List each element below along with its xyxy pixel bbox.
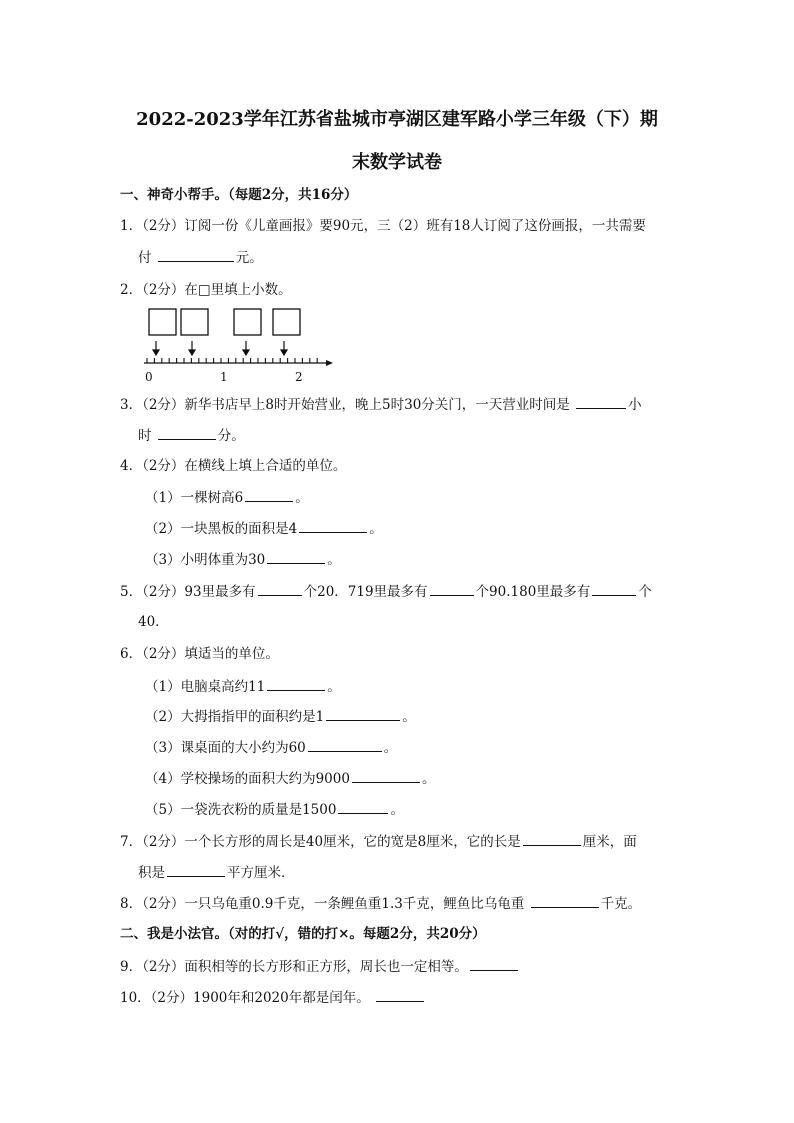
number-line-figure (136, 305, 336, 387)
question-6-sub5: （5）一袋洗衣粉的质量是1500 。 (145, 802, 404, 818)
question-6-sub2: （2）大拇指指甲的面积约是1 。 (145, 709, 416, 725)
question-3-line2: 时 分。 (138, 428, 245, 444)
answer-blank[interactable] (258, 582, 302, 596)
question-7-line2: 积是 平方厘米． (138, 865, 295, 881)
answer-blank[interactable] (430, 582, 474, 596)
exam-title-line2: 末数学试卷 (352, 152, 442, 173)
tick-label-0: 0 (145, 370, 153, 384)
answer-blank[interactable] (308, 738, 382, 752)
answer-box-4[interactable] (273, 309, 300, 335)
answer-blank[interactable] (267, 677, 325, 691)
answer-blank[interactable] (531, 894, 599, 908)
answer-blank[interactable] (523, 832, 581, 846)
tick-label-1: 1 (220, 370, 228, 384)
question-9-line: 9．（2分）面积相等的长方形和正方形，周长也一定相等。 (120, 957, 520, 976)
answer-blank[interactable] (158, 426, 216, 440)
answer-blank[interactable] (592, 582, 636, 596)
answer-blank[interactable] (326, 707, 400, 721)
tick-label-2: 2 (295, 370, 303, 384)
question-4-sub3: （3）小明体重为30 。 (145, 552, 341, 568)
section-1-heading: 一、神奇小帮手。（每题2分，共16分） (120, 187, 358, 203)
question-7-line1: 7．（2分）一个长方形的周长是40厘米，它的宽是8厘米，它的长是 厘米，面 (120, 834, 637, 850)
answer-box-1[interactable] (149, 309, 176, 335)
question-1-text-yuan: 元。 (235, 250, 263, 266)
question-6-sub4: （4）学校操场的面积大约为9000 。 (145, 771, 436, 787)
answer-box-2[interactable] (181, 309, 208, 335)
question-4-sub1: （1）一棵树高6 。 (145, 490, 309, 506)
answer-blank[interactable] (376, 988, 424, 1002)
question-5-line2: 40． (138, 614, 169, 630)
question-1-text-pay: 付 (138, 250, 152, 266)
answer-blank[interactable] (245, 488, 293, 502)
answer-blank[interactable] (299, 519, 367, 533)
question-6-sub1: （1）电脑桌高约11 。 (145, 679, 341, 695)
question-6-text: 6．（2分）填适当的单位。 (120, 646, 279, 662)
question-1-line2 (138, 248, 263, 267)
answer-blank[interactable] (576, 395, 626, 409)
answer-blank[interactable] (470, 957, 518, 971)
question-10-line: 10．（2分）1900年和2020年都是闰年。 (120, 988, 426, 1007)
question-4-text: 4．（2分）在横线上填上合适的单位。 (120, 458, 347, 474)
answer-blank[interactable] (158, 248, 234, 262)
section-2-heading: 二、我是小法官。（对的打√，错的打×。每题2分，共20分） (120, 926, 486, 942)
number-line-arrow (326, 360, 333, 366)
exam-title-line1: 2022-2023学年江苏省盐城市亭湖区建军路小学三年级（下）期 (136, 109, 658, 130)
question-1-line1: 1．（2分）订阅一份《儿童画报》要90元，三（2）班有18人订阅了这份画报，一共需要 (120, 218, 646, 234)
answer-box-3[interactable] (234, 309, 261, 335)
question-8-line: 8．（2分）一只乌龟重0.9千克，一条鲤鱼重1.3千克，鲤鱼比乌龟重 千克。 (120, 896, 642, 912)
answer-blank[interactable] (338, 800, 388, 814)
answer-blank[interactable] (352, 769, 420, 783)
question-5-line1: 5．（2分）93里最多有 个20．719里最多有 个90.180里最多有 个 (120, 584, 652, 600)
question-2-text: 2．（2分）在□里填上小数。 (120, 282, 292, 298)
question-6-sub3: （3）课桌面的大小约为60 。 (145, 740, 398, 756)
answer-blank[interactable] (267, 550, 325, 564)
answer-blank[interactable] (167, 863, 225, 877)
question-3-line1: 3．（2分）新华书店早上8时开始营业，晚上5时30分关门，一天营业时间是 小 (120, 397, 642, 413)
question-4-sub2: （2）一块黑板的面积是4 。 (145, 521, 383, 537)
